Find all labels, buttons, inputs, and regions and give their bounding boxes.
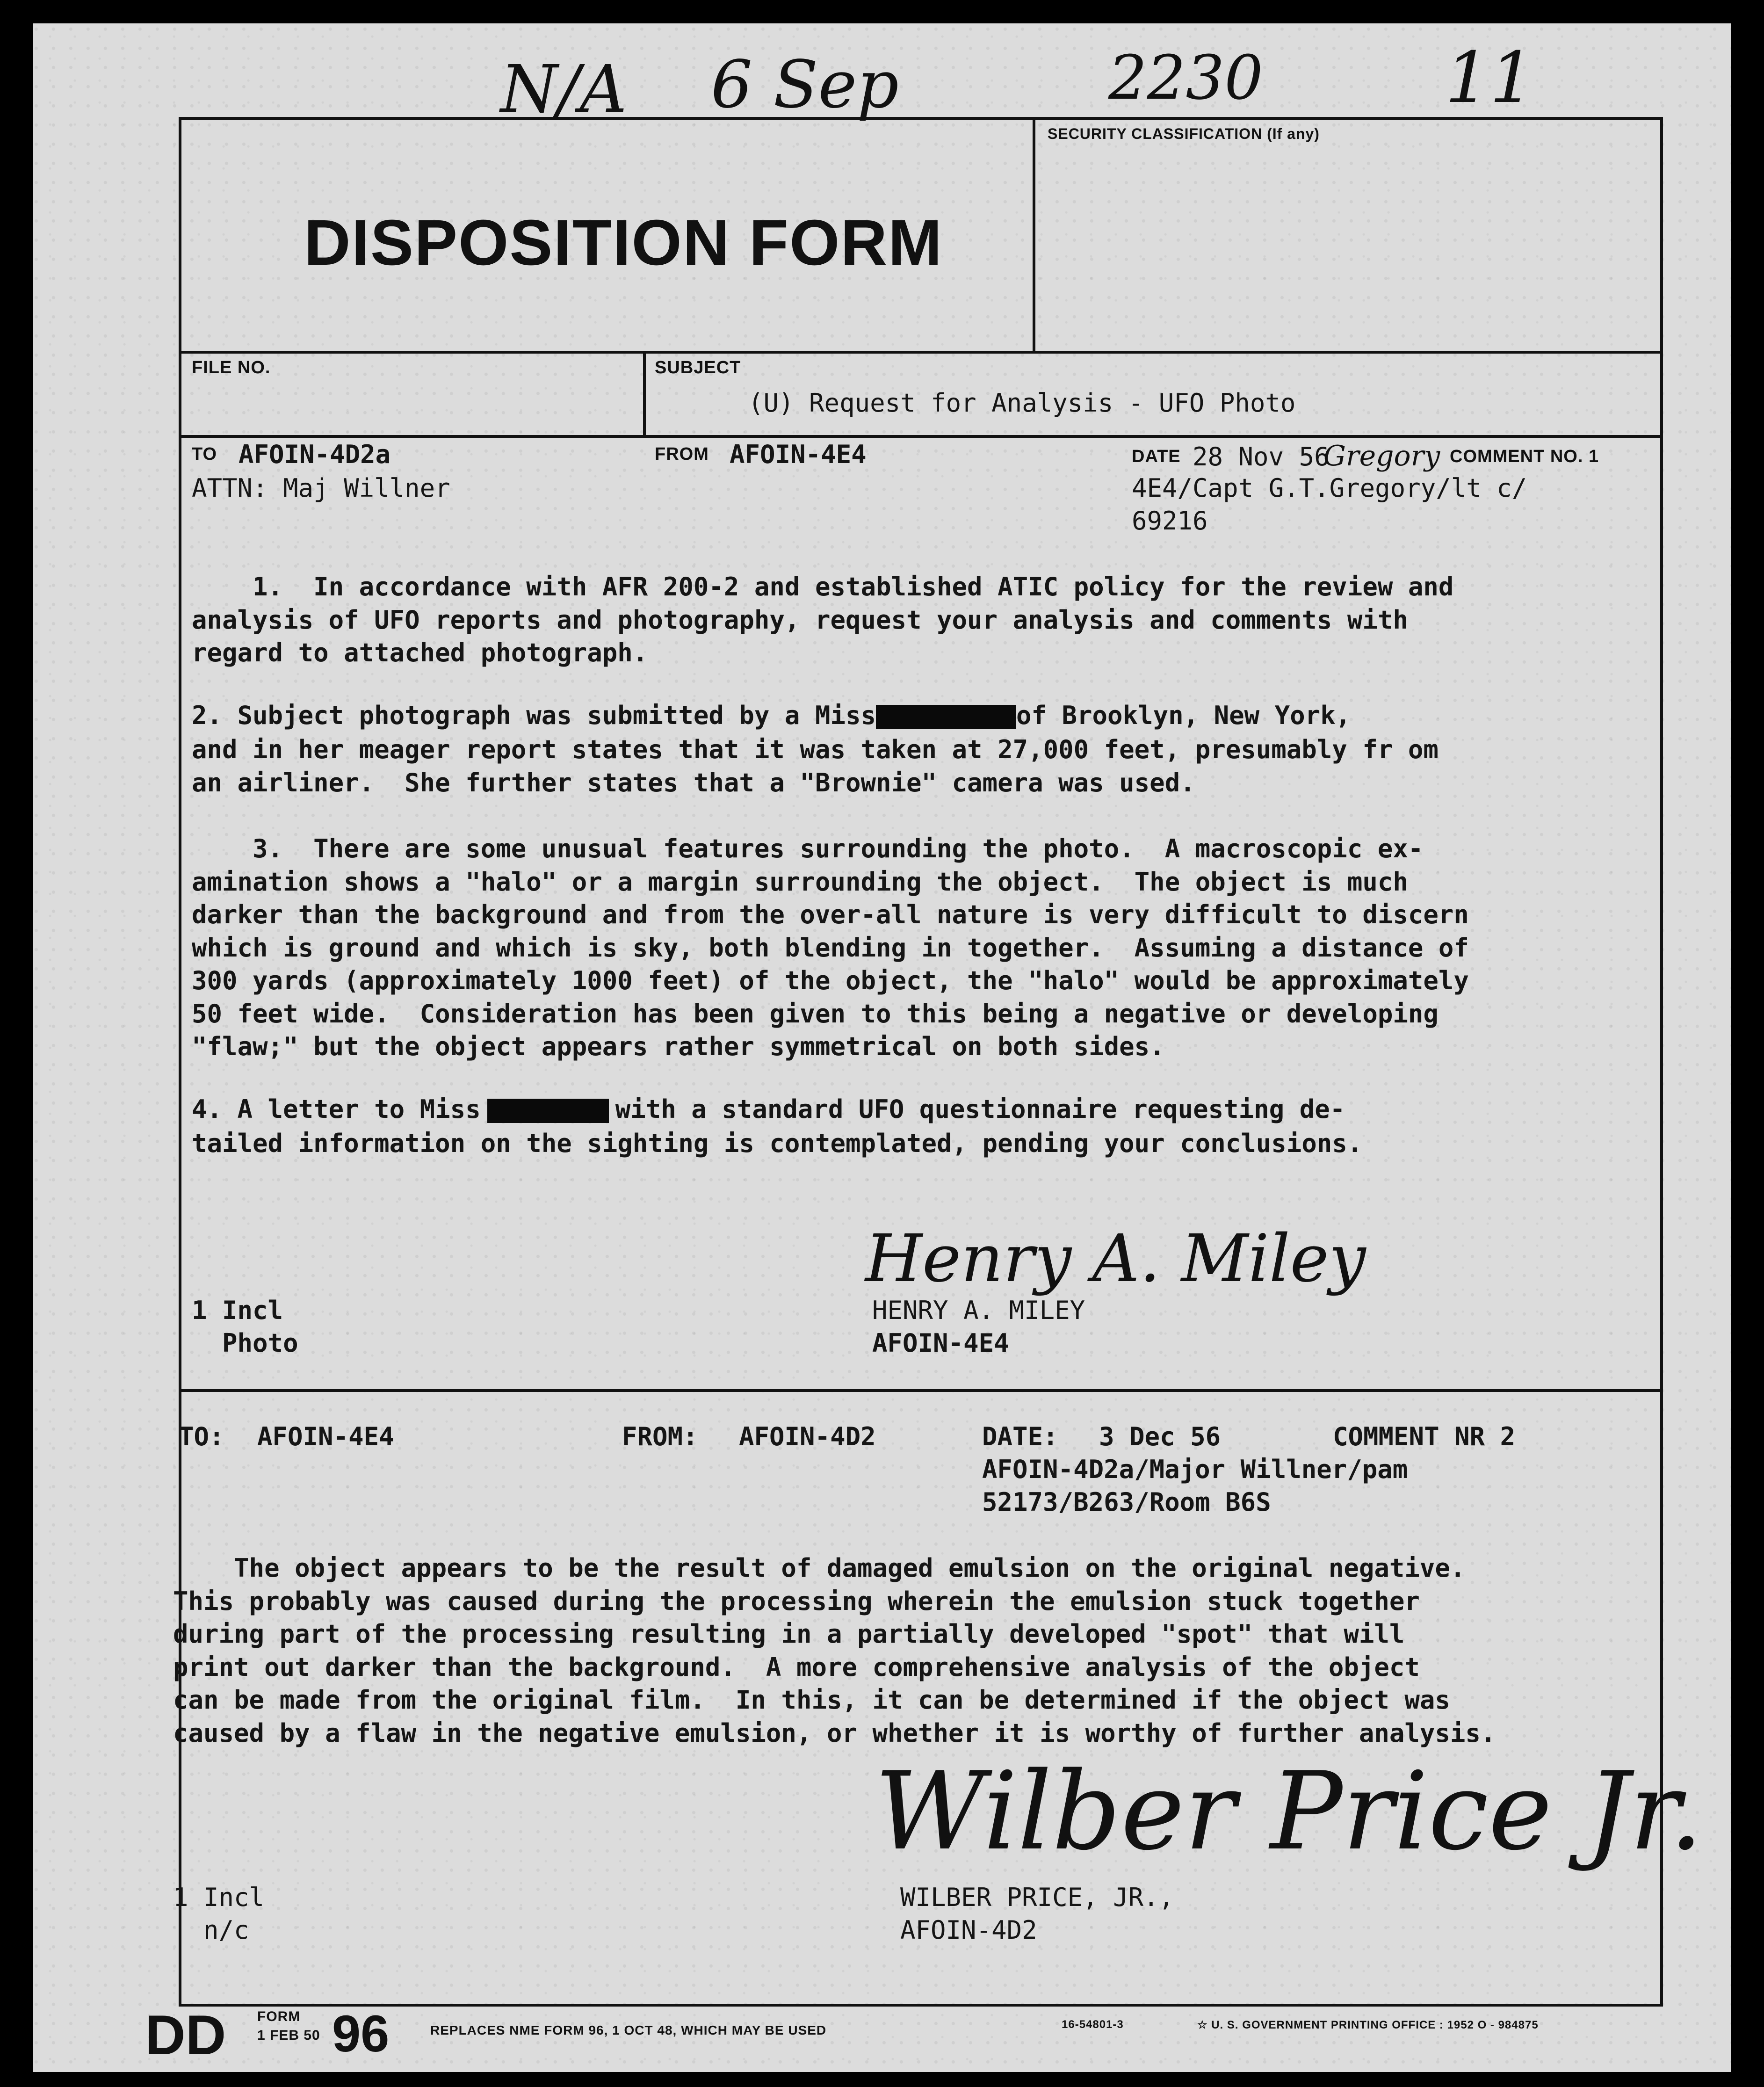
paragraph-4-rest: tailed information on the sighting is contemplated, pending your conclusions. [192, 1129, 1363, 1158]
annotation-date: 6 Sep [711, 47, 899, 123]
to-value-2: AFOIN-4E4 [257, 1422, 394, 1451]
comment-nr-2: COMMENT NR 2 [1333, 1422, 1516, 1451]
paragraph-4-line-1a: 4. A letter to Miss [192, 1094, 481, 1124]
rule-file-top [179, 351, 1663, 354]
paragraph-2-line-1 [192, 701, 1351, 730]
signature-miley: Henry A. Miley [865, 1221, 1366, 1297]
office-line-2: 69216 [1132, 506, 1208, 536]
form-title: DISPOSITION FORM [304, 207, 943, 279]
date-label: DATE [1132, 447, 1181, 466]
inclosure-count-2: 1 Incl [173, 1883, 265, 1912]
subject-label: SUBJECT [655, 358, 741, 377]
to-label: TO [192, 444, 217, 464]
form-number: 96 [332, 2005, 390, 2063]
paragraph-4-line-1b: with a standard UFO questionnaire requesting de- [615, 1094, 1345, 1124]
office-line-2-2: 52173/B263/Room B6S [982, 1487, 1271, 1517]
from-label-2: FROM: [622, 1422, 698, 1451]
signer-office-2: AFOIN-4D2 [900, 1915, 1037, 1945]
signature-price: Wilber Price Jr. [875, 1749, 1704, 1874]
handwritten-initials: Gregory [1323, 440, 1440, 472]
redaction-name-2 [487, 1099, 609, 1123]
document-page [33, 23, 1731, 2072]
from-value: AFOIN-4E4 [730, 440, 867, 469]
office-line-2-1: AFOIN-4D2a/Major Willner/pam [982, 1455, 1408, 1484]
form-date: 1 FEB 50 [257, 2028, 320, 2043]
paragraph-2-rest: and in her meager report states that it was taken at 27,000 feet, presumably fr om an airliner. She further states that a "Brownie" camera was used. [192, 735, 1439, 797]
stock-number: 16-54801-3 [1062, 2018, 1124, 2031]
comment-2-body: The object appears to be the result of damaged emulsion on the original negative. This probably was caused during the processing wherein the emulsion stuck together during part of the processing resulting in a partially developed "spot" that will print out darker than the background. A more comprehensive analysis of the object can be made from the original film. In this, it can be determined if the object was caused by a flaw in the negative emulsion, or whether it is worthy of further analysis. [173, 1553, 1496, 1748]
from-value-2: AFOIN-4D2 [739, 1422, 876, 1451]
paragraph-4-line-1 [192, 1094, 1345, 1124]
annotation-eleven: 11 [1445, 37, 1534, 119]
from-label: FROM [655, 444, 709, 464]
inclosure-item-2: n/c [173, 1915, 249, 1945]
signer-name-2: WILBER PRICE, JR., [900, 1883, 1174, 1912]
paragraph-3: 3. There are some unusual features surrounding the photo. A macroscopic ex- amination shows a "halo" or a margin surrounding the object. The object is much darker than the background and from the over-all nature is very difficult to discern which is ground and which is sky, both blending in together. Assuming a distance of 300 yards (approximately 1000 feet) of the object, the "halo" would be approximately 50 feet wide. Consideration has been given to this being a negative or developing "flaw;" but the object appears rather symmetrical on both sides. [192, 834, 1469, 1061]
comment-no: COMMENT NO. 1 [1450, 447, 1599, 466]
gpo-imprint: ☆ U. S. GOVERNMENT PRINTING OFFICE : 1952 O - 984875 [1197, 2019, 1539, 2031]
replaces-note: REPLACES NME FORM 96, 1 OCT 48, WHICH MAY BE USED [430, 2023, 827, 2037]
rule-subject-bottom [179, 435, 1663, 438]
file-no-label: FILE NO. [192, 358, 271, 377]
office-line-1: 4E4/Capt G.T.Gregory/lt c/ [1132, 473, 1527, 503]
header-divider [1033, 117, 1035, 351]
attn-line: ATTN: Maj Willner [192, 473, 450, 503]
date-value: 28 Nov 56 [1193, 442, 1330, 471]
dd-mark: DD [145, 2004, 226, 2066]
paragraph-1: 1. In accordance with AFR 200-2 and established ATIC policy for the review and analysis of UFO reports and photography, request your analysis and comments with regard to attached photograph. [192, 572, 1454, 667]
comment-divider [179, 1389, 1663, 1392]
paragraph-2-line-1b: of Brooklyn, New York, [1016, 701, 1351, 730]
annotation-number: 2230 [1108, 42, 1263, 113]
date-label-2: DATE: [982, 1422, 1058, 1451]
subject-value: (U) Request for Analysis - UFO Photo [748, 388, 1296, 418]
file-subject-divider [643, 351, 646, 435]
inclosure-item: Photo [192, 1328, 298, 1358]
signer-office-1: AFOIN-4E4 [872, 1328, 1009, 1358]
security-classification-label: SECURITY CLASSIFICATION (If any) [1048, 125, 1320, 142]
annotation-na: N/A [500, 51, 627, 128]
date-value-2: 3 Dec 56 [1099, 1422, 1221, 1451]
inclosure-count: 1 Incl [192, 1296, 283, 1325]
paragraph-2-line-1a: 2. Subject photograph was submitted by a Miss [192, 701, 876, 730]
to-label-2: TO: [179, 1422, 224, 1451]
to-value: AFOIN-4D2a [239, 440, 391, 469]
form-label: FORM [257, 2009, 301, 2024]
signer-name-1: HENRY A. MILEY [872, 1296, 1085, 1325]
redaction-name [876, 705, 1016, 729]
